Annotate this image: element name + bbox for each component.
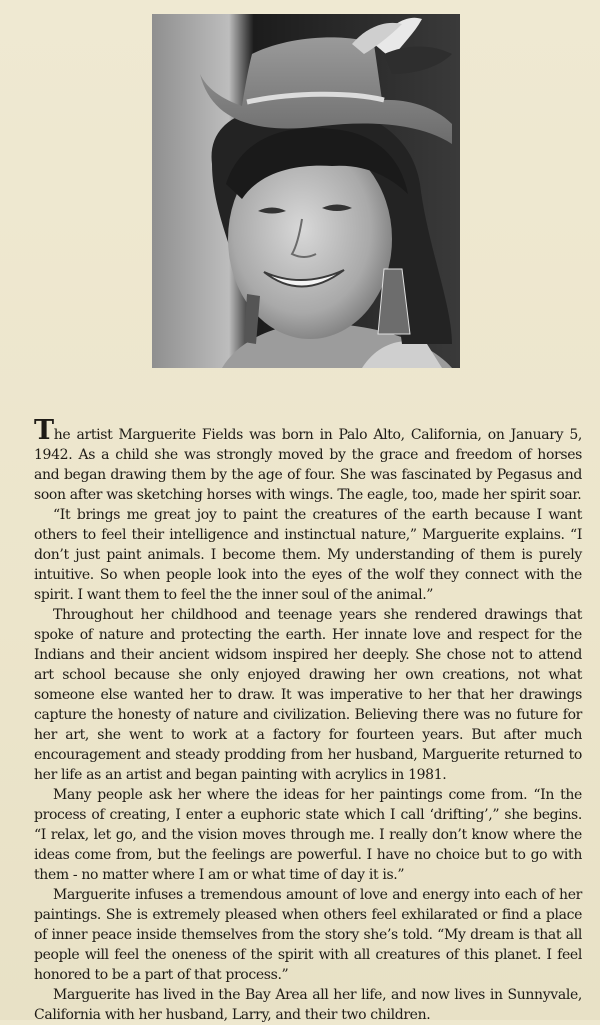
portrait-photo	[152, 14, 460, 368]
bio-paragraph-1	[34, 415, 582, 505]
bio-paragraph-5: Marguerite infuses a tremendous amount of love and energy into each of her paintings. She is extremely pleased when others feel exhilarated or find a place of inner peace inside themselves from the story she’s told. “My dream is that all people will feel the oneness of the spirit with all creatures of this planet. I feel honored to be a part of that process.”	[34, 887, 582, 983]
bio-paragraph-3: Throughout her childhood and teenage years she rendered drawings that spoke of nature and protecting the earth. Her innate love and respect for the Indians and their ancient widsom inspired her deeply. She chose not to attend art school because she only enjoyed drawing her own creations, not what someone else wanted her to draw. It was imperative to her that her drawings capture the honesty of nature and civilization. Believing there was no future for her art, she went to work at a factory for fourteen years. But after much encouragement and steady prodding from her husband, Marguerite returned to her life as an artist and began painting with acrylics in 1981.	[34, 607, 582, 783]
bio-paragraph-1-text: he artist Marguerite Fields was born in Palo Alto, California, on January 5, 1942. As a child she was strongly moved by the grace and freedom of horses and began drawing them by the age of four. She was fascinated by Pegasus and soon after was sketching horses with wings. The eagle, too, made her spirit soar.	[34, 427, 582, 503]
drop-cap: T	[34, 415, 54, 446]
bio-paragraph-2: “It brings me great joy to paint the creatures of the earth because I want others to feel their intelligence and instinctual nature,” Marguerite explains. “I don’t just paint animals. I become them. My understanding of them is purely intuitive. So when people look into the eyes of the wolf they connect with the spirit. I want them to feel the the inner soul of the animal.”	[34, 507, 582, 603]
bio-paragraph-4: Many people ask her where the ideas for her paintings come from. “In the process of creating, I enter a euphoric state which I call ‘drifting’,” she begins. “I relax, let go, and the vision moves through me. I really don’t know where the ideas come from, but the feelings are powerful. I have no choice but to go with them - no matter where I am or what time of day it is.”	[34, 787, 582, 883]
biography-text	[34, 415, 582, 1025]
bio-paragraph-6: Marguerite has lived in the Bay Area all her life, and now lives in Sunnyvale, California with her husband, Larry, and their two children.	[34, 987, 582, 1023]
